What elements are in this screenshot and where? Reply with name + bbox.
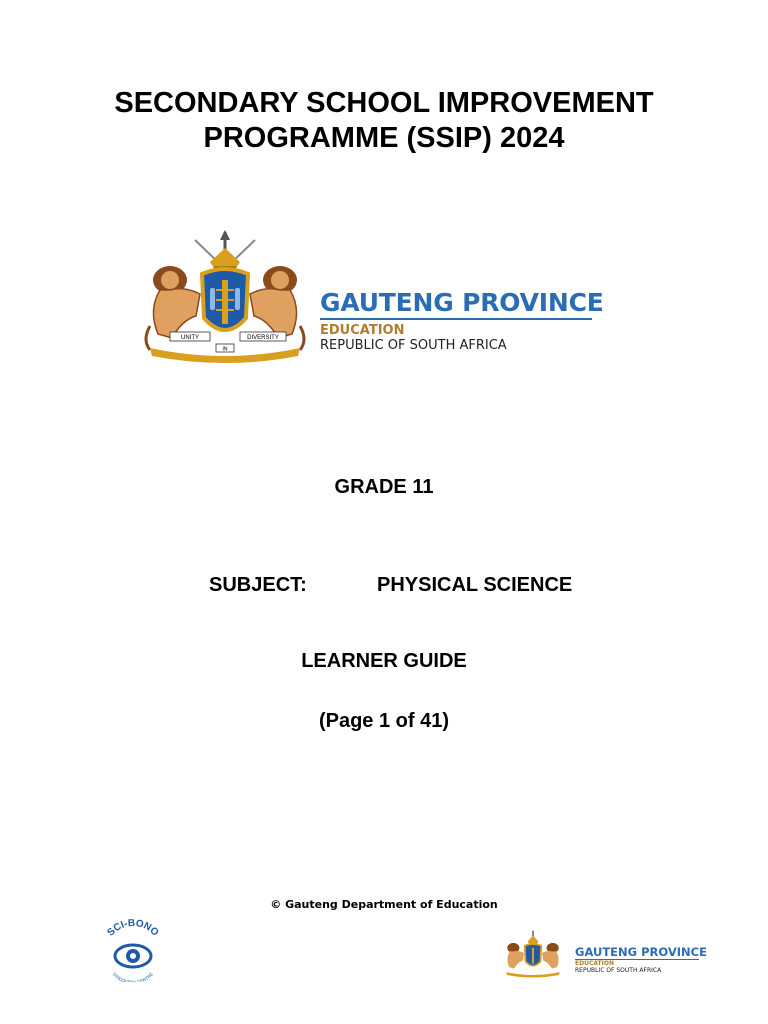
wordmark-rule xyxy=(320,318,592,320)
scibono-subtitle: DISCOV CENTRE xyxy=(111,971,155,982)
document-title xyxy=(0,86,768,156)
footer-department-name: EDUCATION xyxy=(575,960,614,967)
motto-left: UNITY xyxy=(181,335,199,341)
scibono-eye-icon xyxy=(95,918,171,982)
guide-type: LEARNER GUIDE xyxy=(301,650,467,672)
svg-text:SCI-BONO xyxy=(105,918,160,939)
grade-label: GRADE 11 xyxy=(334,476,434,498)
title-line-2: PROGRAMME (SSIP) 2024 xyxy=(203,122,565,154)
gauteng-footer-logo xyxy=(495,930,710,980)
province-name: GAUTENG PROVINCE xyxy=(320,288,604,317)
gauteng-wordmark xyxy=(320,290,604,354)
footer-country-name: REPUBLIC OF SOUTH AFRICA xyxy=(575,967,662,974)
subject-label: SUBJECT: xyxy=(209,574,307,596)
subject-row xyxy=(209,574,573,597)
coat-of-arms-icon xyxy=(140,230,310,370)
gauteng-logo xyxy=(140,230,610,370)
country-name: REPUBLIC OF SOUTH AFRICA xyxy=(320,338,507,353)
page-info: (Page 1 of 41) xyxy=(318,710,450,732)
svg-text:DISCOVERY CENTRE xyxy=(112,972,154,982)
subject-value: PHYSICAL SCIENCE xyxy=(377,574,573,596)
gauteng-footer-wordmark xyxy=(575,946,707,974)
coat-of-arms-small-icon xyxy=(495,930,571,980)
scibono-name: SCI-BONO xyxy=(105,918,161,939)
motto-mid: IN xyxy=(222,346,228,353)
department-name: EDUCATION xyxy=(320,323,405,338)
title-line-1: SECONDARY SCHOOL IMPROVEMENT xyxy=(114,87,654,119)
motto-right: DIVERSITY xyxy=(247,335,279,341)
copyright-notice: © Gauteng Department of Education xyxy=(270,898,498,911)
footer-province-name: GAUTENG PROVINCE xyxy=(575,945,707,959)
scibono-logo xyxy=(95,918,171,982)
